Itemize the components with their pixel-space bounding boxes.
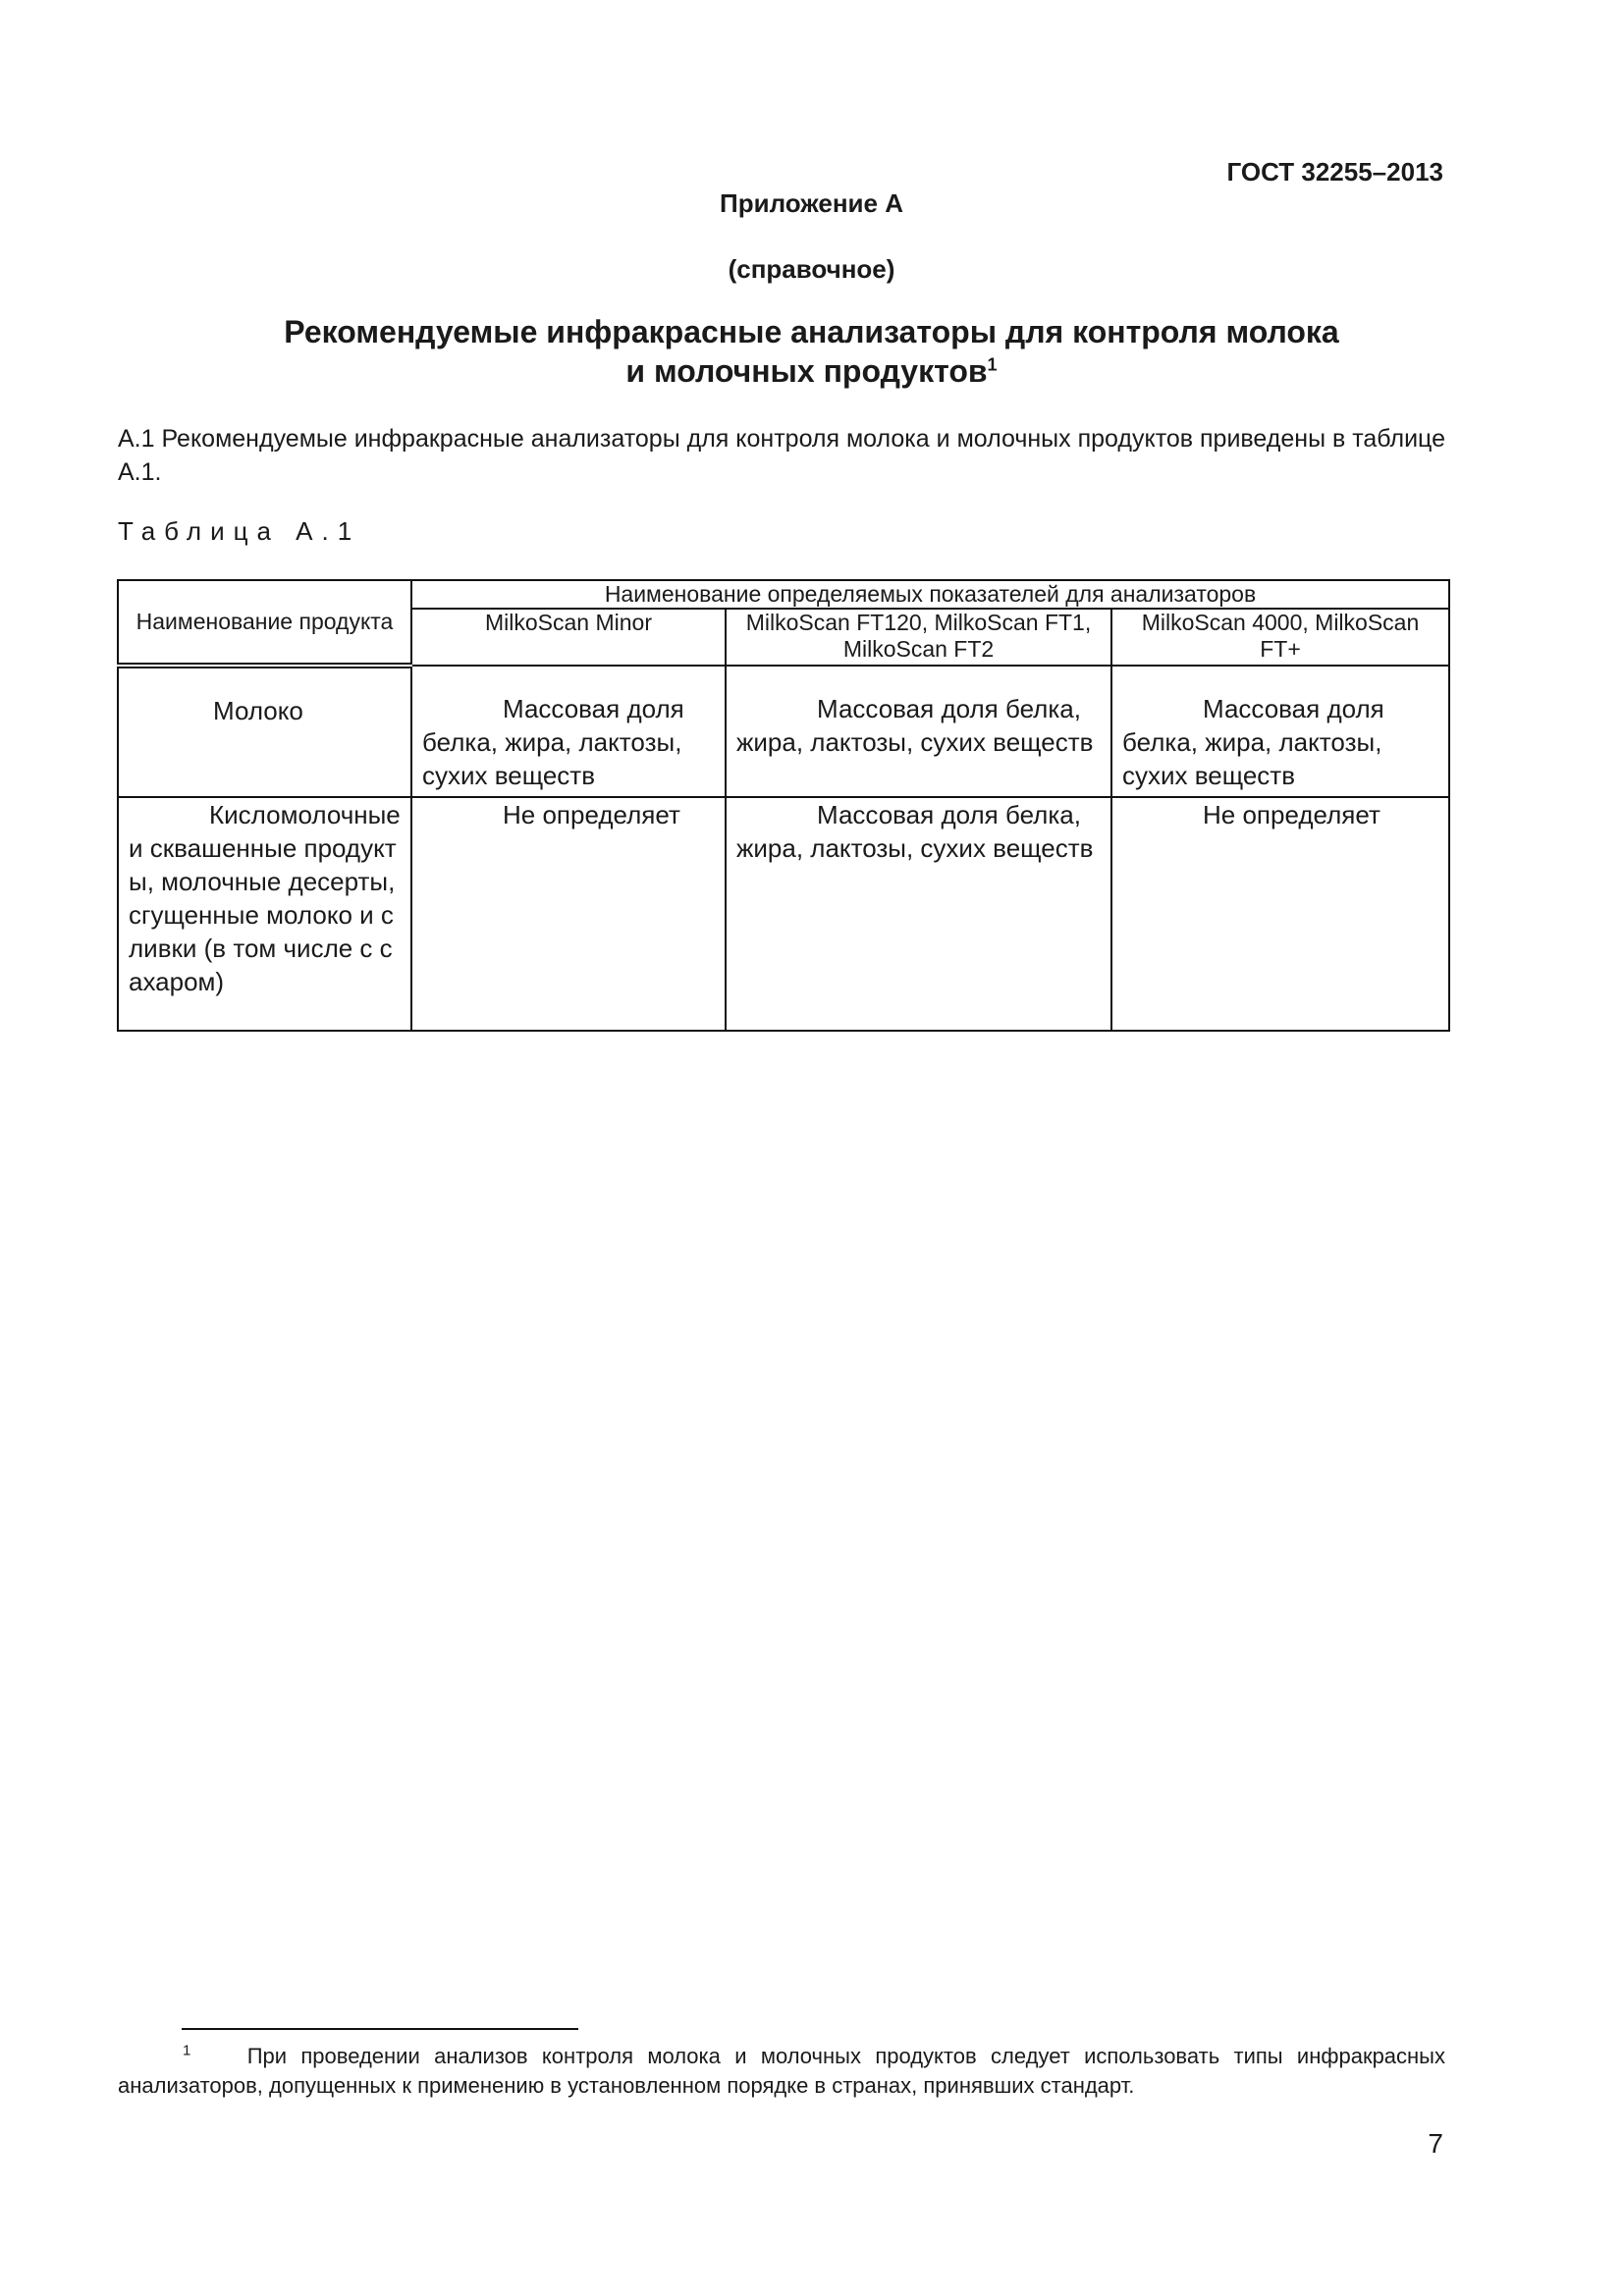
standard-number: ГОСТ 32255–2013 [1226,157,1443,187]
analyzer-header-ft120: MilkoScan FT120, MilkoScan FT1, MilkoScan FT2 [726,609,1111,666]
title-line-1: Рекомендуемые инфракрасные анализаторы для контроля молока [284,314,1339,349]
value-text: Массовая доля белка, жира, лактозы, сухих веществ [736,694,1094,757]
value-text: Не определяет [503,800,680,829]
appendix-heading: Приложение А [720,188,903,218]
value-text: Массовая доля белка, жира, лактозы, сухих веществ [1122,694,1384,790]
page-title [0,312,1623,391]
intro-paragraph: А.1 Рекомендуемые инфракрасные анализаторы для контроля молока и молочных продуктов приведены в таблице А.1. [118,425,1445,486]
value-cell [726,666,1111,797]
footnote-divider [182,2028,578,2030]
value-cell [411,666,726,797]
value-cell [1111,666,1449,797]
footnote-text: При проведении анализов контроля молока и молочных продуктов следует использовать типы инфракрасных анализаторов, допущенных к применению в установленном порядке в странах, принявших стандарт. [118,2044,1445,2098]
analyzers-group-header: Наименование определяемых показателей для анализаторов [411,580,1449,609]
value-cell [726,797,1111,1031]
analyzer-header-4000: MilkoScan 4000, MilkoScan FT+ [1111,609,1449,666]
product-name: Кисломолочные и сквашенные продукты, молочные десерты, сгущенные молоко и сливки (в том числе с сахаром) [129,800,401,996]
page-number: 7 [1428,2128,1443,2159]
value-cell [1111,797,1449,1031]
product-cell [118,666,411,797]
title-footnote-ref[interactable]: 1 [987,354,998,375]
table-row [118,666,1449,797]
footnote-number: 1 [183,2042,191,2059]
value-text: Массовая доля белка, жира, лактозы, сухих веществ [422,694,684,790]
table-caption: Таблица А.1 [118,516,361,546]
product-cell [118,797,411,1031]
product-column-header: Наименование продукта [118,580,411,666]
title-line-2: и молочных продуктов [625,353,988,389]
product-name: Молоко [213,696,303,725]
analyzers-table [117,579,1450,1032]
analyzer-header-minor: MilkoScan Minor [411,609,726,666]
footnote [118,2042,1445,2101]
value-cell [411,797,726,1031]
value-text: Не определяет [1203,800,1380,829]
table-row [118,797,1449,1031]
appendix-type: (справочное) [728,254,895,284]
value-text: Массовая доля белка, жира, лактозы, сухих веществ [736,800,1094,863]
